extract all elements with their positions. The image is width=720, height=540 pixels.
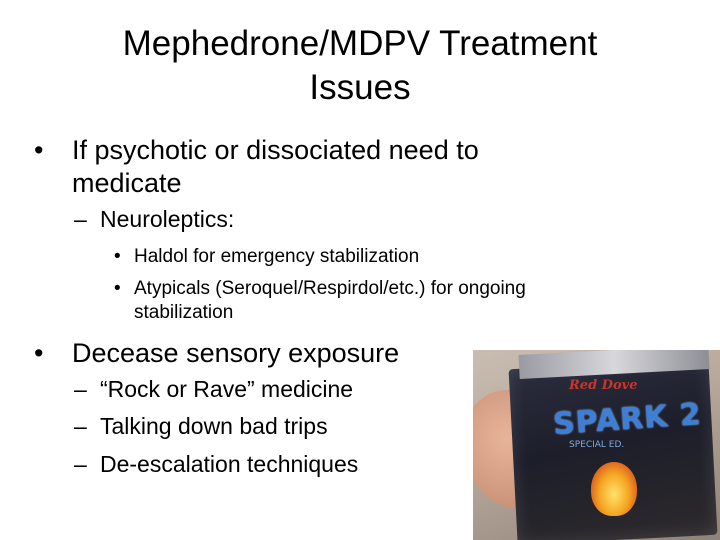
sub-bullet-marker: – — [74, 376, 87, 402]
slide-title — [0, 22, 720, 110]
title-line-2: Issues — [309, 68, 411, 107]
third-bullet-text: Atypicals (Seroquel/Respirdol/etc.) for ongoing — [134, 278, 526, 299]
third-bullet-marker: • — [114, 278, 121, 299]
sub-bullet-marker: – — [74, 413, 87, 439]
sub-bullet-marker: – — [74, 206, 87, 232]
sub-bullet-text: Talking down bad trips — [100, 413, 328, 439]
product-photo — [473, 350, 720, 540]
packet-brand-label: Red Dove — [569, 378, 638, 393]
sub-bullet-text: De-escalation techniques — [100, 451, 359, 477]
title-line-1: Mephedrone/MDPV Treatment — [122, 24, 598, 63]
third-bullet-marker: • — [114, 246, 121, 267]
bullet-text-line: Decease sensory exposure — [72, 338, 400, 368]
bullet-marker: • — [34, 135, 44, 165]
flame-graphic — [591, 462, 637, 516]
bullet-text-line: medicate — [72, 168, 182, 198]
packet-product-label: SPARK 2 — [551, 396, 703, 443]
sub-bullet-text: Neuroleptics: — [100, 206, 235, 232]
bullet-text-line: If psychotic or dissociated need to — [72, 135, 479, 165]
sub-bullet-text: “Rock or Rave” medicine — [100, 376, 354, 402]
packet-subtitle-label: SPECIAL ED. — [569, 440, 625, 450]
third-bullet-text: stabilization — [134, 302, 234, 323]
bullet-marker: • — [34, 338, 44, 368]
sub-bullet-marker: – — [74, 451, 87, 477]
third-bullet-text: Haldol for emergency stabilization — [134, 246, 420, 267]
